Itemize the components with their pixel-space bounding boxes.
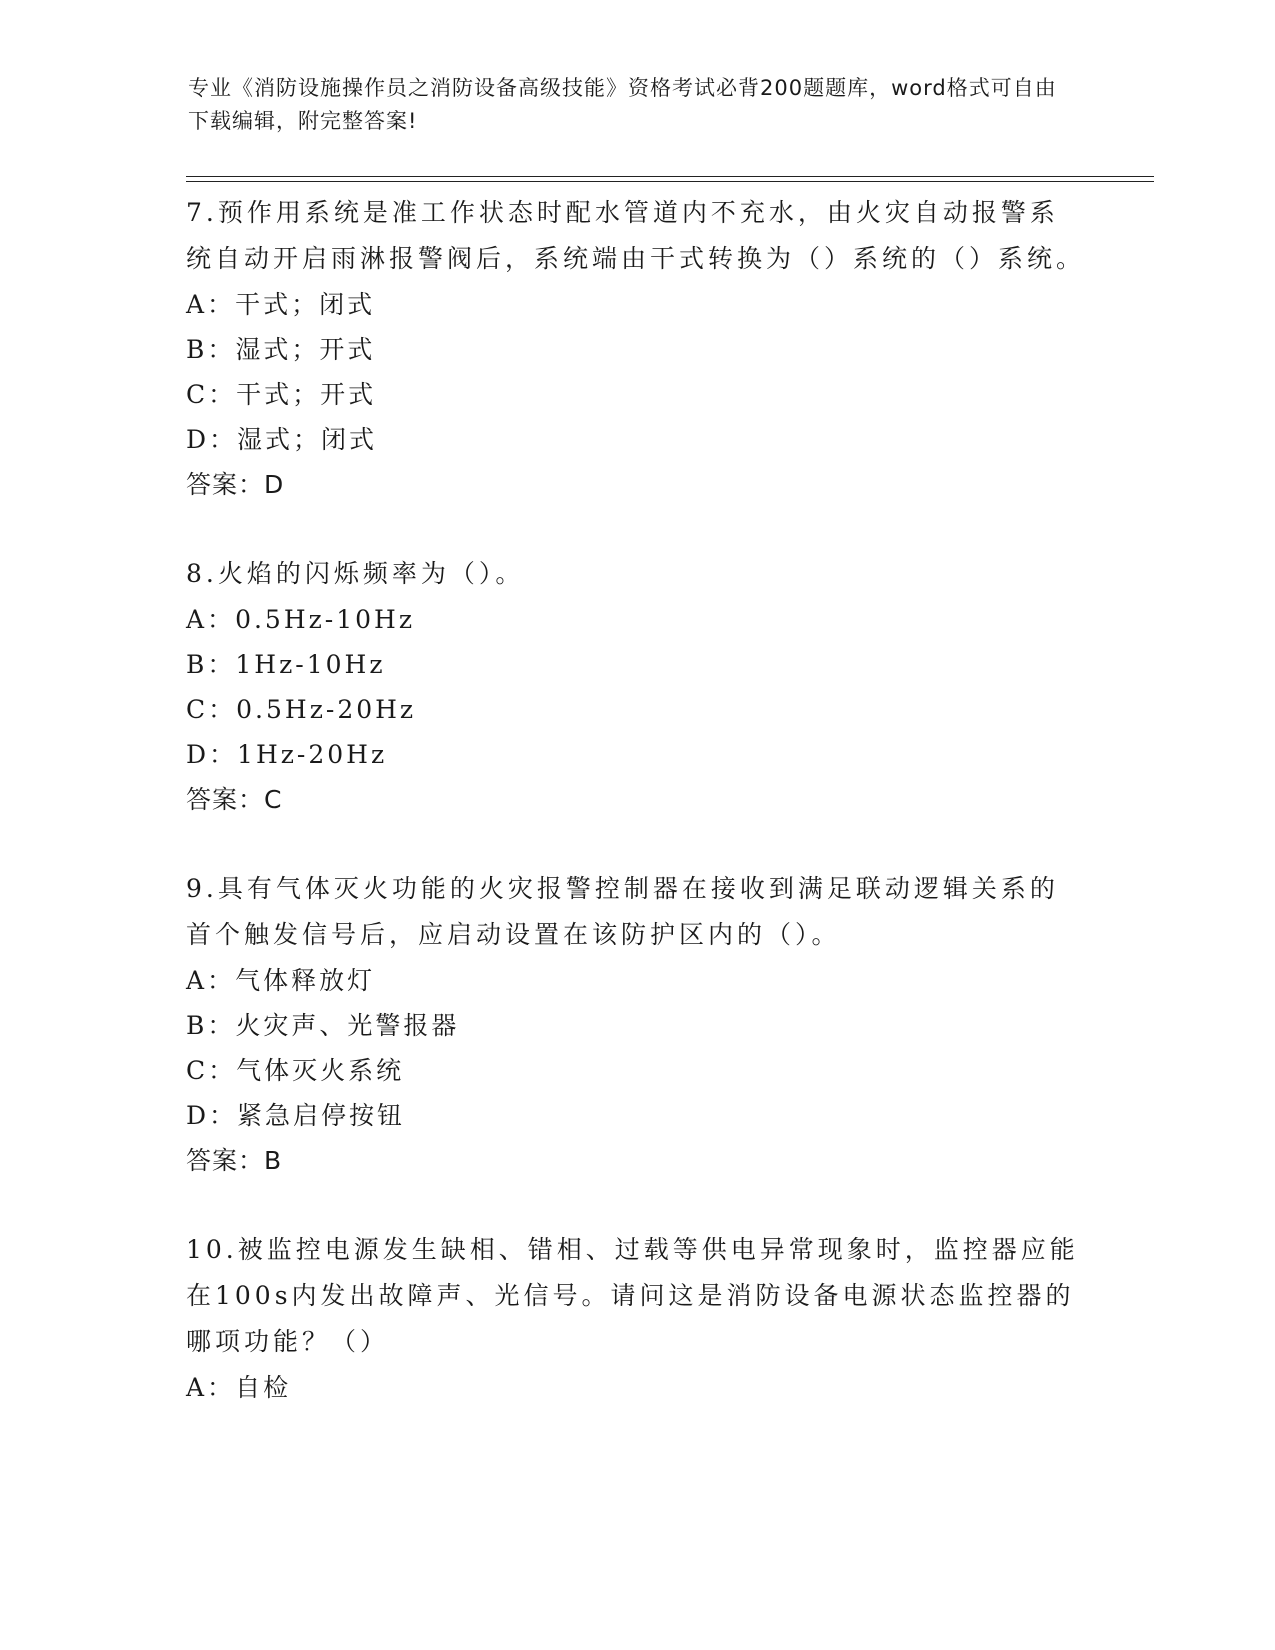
option-key: C： [186, 1056, 237, 1085]
option-key: B： [186, 1011, 236, 1040]
option-c [186, 1048, 1086, 1093]
option-key: C： [186, 695, 237, 724]
option-key: A： [186, 290, 236, 319]
option-key: A： [186, 966, 236, 995]
question-list [186, 190, 1086, 1454]
option-d [186, 1093, 1086, 1138]
option-a [186, 958, 1086, 1003]
question-stem: 10.被监控电源发生缺相、错相、过载等供电异常现象时，监控器应能在100s内发出故障声、光信号。请问这是消防设备电源状态监控器的哪项功能？（） [186, 1235, 1079, 1356]
option-key: B： [186, 335, 236, 364]
option-text: 0.5Hz-20Hz [236, 695, 417, 724]
option-text: 湿式；闭式 [237, 425, 378, 454]
option-b [186, 1003, 1086, 1048]
option-d [186, 417, 1086, 462]
answer-line: 答案：D [186, 470, 285, 499]
question-9 [186, 866, 1086, 1183]
option-d [186, 732, 1086, 777]
option-text: 紧急启停按钮 [237, 1101, 406, 1130]
option-text: 自检 [235, 1373, 292, 1402]
question-7 [186, 190, 1086, 507]
option-key: D： [186, 425, 238, 454]
option-text: 火灾声、光警报器 [235, 1011, 460, 1040]
option-text: 干式；闭式 [235, 290, 376, 319]
option-text: 1Hz-10Hz [235, 650, 386, 679]
document-header: 专业《消防设施操作员之消防设备高级技能》资格考试必背200题题库，word格式可自由下载编辑，附完整答案! [188, 76, 1057, 133]
option-a [186, 282, 1086, 327]
option-text: 1Hz-20Hz [237, 740, 388, 769]
answer-line: 答案：C [186, 785, 283, 814]
option-a [186, 1365, 1086, 1410]
answer-line: 答案：B [186, 1146, 283, 1175]
option-key: A： [186, 1373, 236, 1402]
question-10 [186, 1227, 1086, 1410]
option-text: 气体释放灯 [235, 966, 376, 995]
option-key: D： [186, 740, 238, 769]
option-key: D： [186, 1101, 238, 1130]
option-b [186, 642, 1086, 687]
question-stem: 7.预作用系统是准工作状态时配水管道内不充水，由火灾自动报警系统自动开启雨淋报警阀后，系统端由干式转换为（）系统的（）系统。 [186, 198, 1086, 273]
option-c [186, 687, 1086, 732]
question-stem: 9.具有气体灭火功能的火灾报警控制器在接收到满足联动逻辑关系的首个触发信号后，应启动设置在该防护区内的（）。 [186, 874, 1059, 949]
option-b [186, 327, 1086, 372]
question-stem: 8.火焰的闪烁频率为（）。 [186, 559, 525, 588]
header-divider [186, 176, 1154, 182]
option-text: 0.5Hz-10Hz [235, 605, 416, 634]
option-c [186, 372, 1086, 417]
option-text: 气体灭火系统 [236, 1056, 405, 1085]
option-text: 湿式；开式 [235, 335, 376, 364]
option-key: B： [186, 650, 236, 679]
option-key: A： [186, 605, 236, 634]
option-text: 干式；开式 [236, 380, 377, 409]
option-key: C： [186, 380, 237, 409]
question-8 [186, 551, 1086, 822]
option-a [186, 597, 1086, 642]
